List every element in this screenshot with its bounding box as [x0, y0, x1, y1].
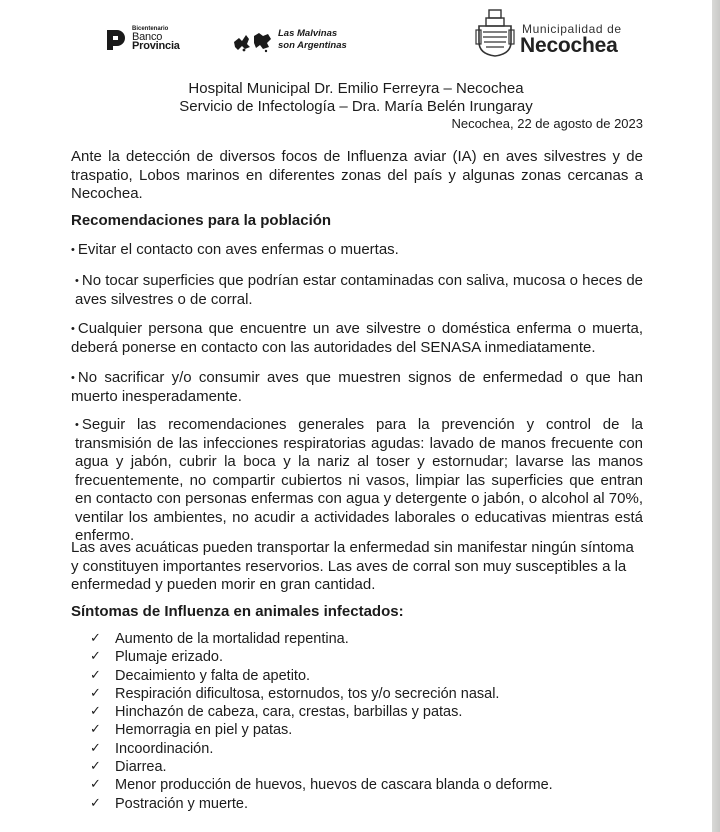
symptoms-list: [90, 630, 630, 813]
banco-line-1: Bicentenario: [132, 26, 169, 32]
bullet-icon: •: [75, 275, 79, 287]
recommendation-item: [71, 369, 643, 406]
necochea-crest-icon: [474, 8, 516, 58]
check-icon: ✓: [90, 777, 101, 793]
recommendation-text: Cualquier persona que encuentre un ave silvestre o doméstica enferma o muerta, deberá ponerse en contacto con las autoridades del SENASA inmediatamente.: [71, 320, 643, 356]
recommendation-item: [75, 416, 643, 546]
recommendation-text: Evitar el contacto con aves enfermas o muertas.: [77, 241, 399, 258]
necochea-label: Necochea: [520, 34, 618, 57]
symptom-item: [90, 630, 630, 648]
banco-line-3: Provincia: [132, 40, 180, 52]
check-icon: ✓: [90, 740, 101, 756]
municipalidad-label: Municipalidad de: [522, 22, 622, 36]
symptom-text: Respiración dificultosa, estornudos, tos y/o secreción nasal.: [115, 685, 500, 702]
symptom-text: Decaimiento y falta de apetito.: [115, 667, 311, 684]
symptom-item: [90, 776, 630, 794]
check-icon: ✓: [90, 704, 101, 720]
symptom-item: [90, 758, 630, 776]
bullet-icon: •: [71, 323, 75, 335]
symptom-item: [90, 740, 630, 758]
bullet-icon: •: [71, 372, 75, 384]
hospital-title: Hospital Municipal Dr. Emilio Ferreyra – Necochea: [188, 80, 524, 97]
symptom-text: Hemorragia en piel y patas.: [115, 722, 293, 739]
symptom-item: [90, 685, 630, 703]
check-icon: ✓: [90, 631, 101, 646]
check-icon: ✓: [90, 722, 101, 738]
symptom-item: [90, 795, 630, 813]
recommendation-item: [75, 272, 643, 309]
service-title: Servicio de Infectología – Dra. María Belén Irungaray: [179, 98, 533, 115]
malvinas-islands-icon: [230, 26, 278, 56]
symptom-item: [90, 721, 630, 739]
symptom-text: Diarrea.: [115, 759, 167, 776]
symptom-text: Hinchazón de cabeza, cara, crestas, barbillas y patas.: [115, 704, 463, 721]
symptom-text: Postración y muerte.: [115, 795, 248, 812]
waterfowl-paragraph: Las aves acuáticas pueden transportar la enfermedad sin manifestar ningún síntoma y constituyen importantes reservorios. Las aves de corral son muy susceptibles a la enfermedad y pueden morir en gran cantidad.: [71, 539, 634, 593]
malvinas-line-1: Las Malvinas: [278, 28, 338, 39]
symptom-item: [90, 667, 630, 685]
malvinas-logo: [230, 26, 370, 58]
recommendation-item: [71, 320, 643, 357]
banco-provincia-mark-icon: [104, 28, 128, 52]
check-icon: ✓: [90, 795, 101, 811]
symptom-text: Incoordinación.: [115, 740, 214, 757]
symptom-text: Menor producción de huevos, huevos de cascara blanda o deforme.: [115, 777, 553, 794]
municipalidad-necochea-logo: [474, 8, 654, 60]
symptom-text: Plumaje erizado.: [115, 649, 223, 666]
check-icon: ✓: [90, 759, 101, 775]
malvinas-line-2: son Argentinas: [278, 40, 347, 51]
recommendation-item: [71, 241, 643, 260]
symptom-item: [90, 703, 630, 721]
document-date: Necochea, 22 de agosto de 2023: [451, 116, 643, 131]
page-edge-shadow: [712, 0, 720, 832]
bullet-icon: •: [71, 244, 75, 256]
recommendations-heading: Recomendaciones para la población: [71, 212, 332, 229]
symptom-item: [90, 648, 630, 666]
check-icon: ✓: [90, 685, 101, 701]
recommendation-text: Seguir las recomendaciones generales para la prevención y control de la transmisión de las infecciones respiratorias agudas: lavado de manos frecuente con agua y jabón, cubrir la boca y la nariz al toser y estornudar; lavarse las manos frecuentemente, no compartir cubiertos ni vasos, limpiar las superficies que entran en contacto con personas enfermas con agua y detergente o jabón, o alcohol al 70%, ventilar los ambientes, no acudir a actividades laborales o educativas mientras está enfermo.: [75, 416, 643, 544]
intro-paragraph: Ante la detección de diversos focos de Influenza aviar (IA) en aves silvestres y de traspatio, Lobos marinos en diferentes zonas del país y algunas zonas cercanas a Necochea.: [71, 148, 643, 202]
recommendation-text: No sacrificar y/o consumir aves que muestren signos de enfermedad o que han muerto inesperadamente.: [71, 369, 643, 405]
symptoms-heading: Síntomas de Influenza en animales infectados:: [71, 603, 404, 620]
check-icon: ✓: [90, 649, 101, 665]
recommendation-text: No tocar superficies que podrían estar contaminadas con saliva, mucosa o heces de aves silvestres o de corral.: [75, 272, 644, 308]
symptom-text: Aumento de la mortalidad repentina.: [115, 631, 349, 647]
banco-line-2: Banco: [132, 31, 163, 43]
check-icon: ✓: [90, 667, 101, 683]
bullet-icon: •: [75, 419, 79, 431]
